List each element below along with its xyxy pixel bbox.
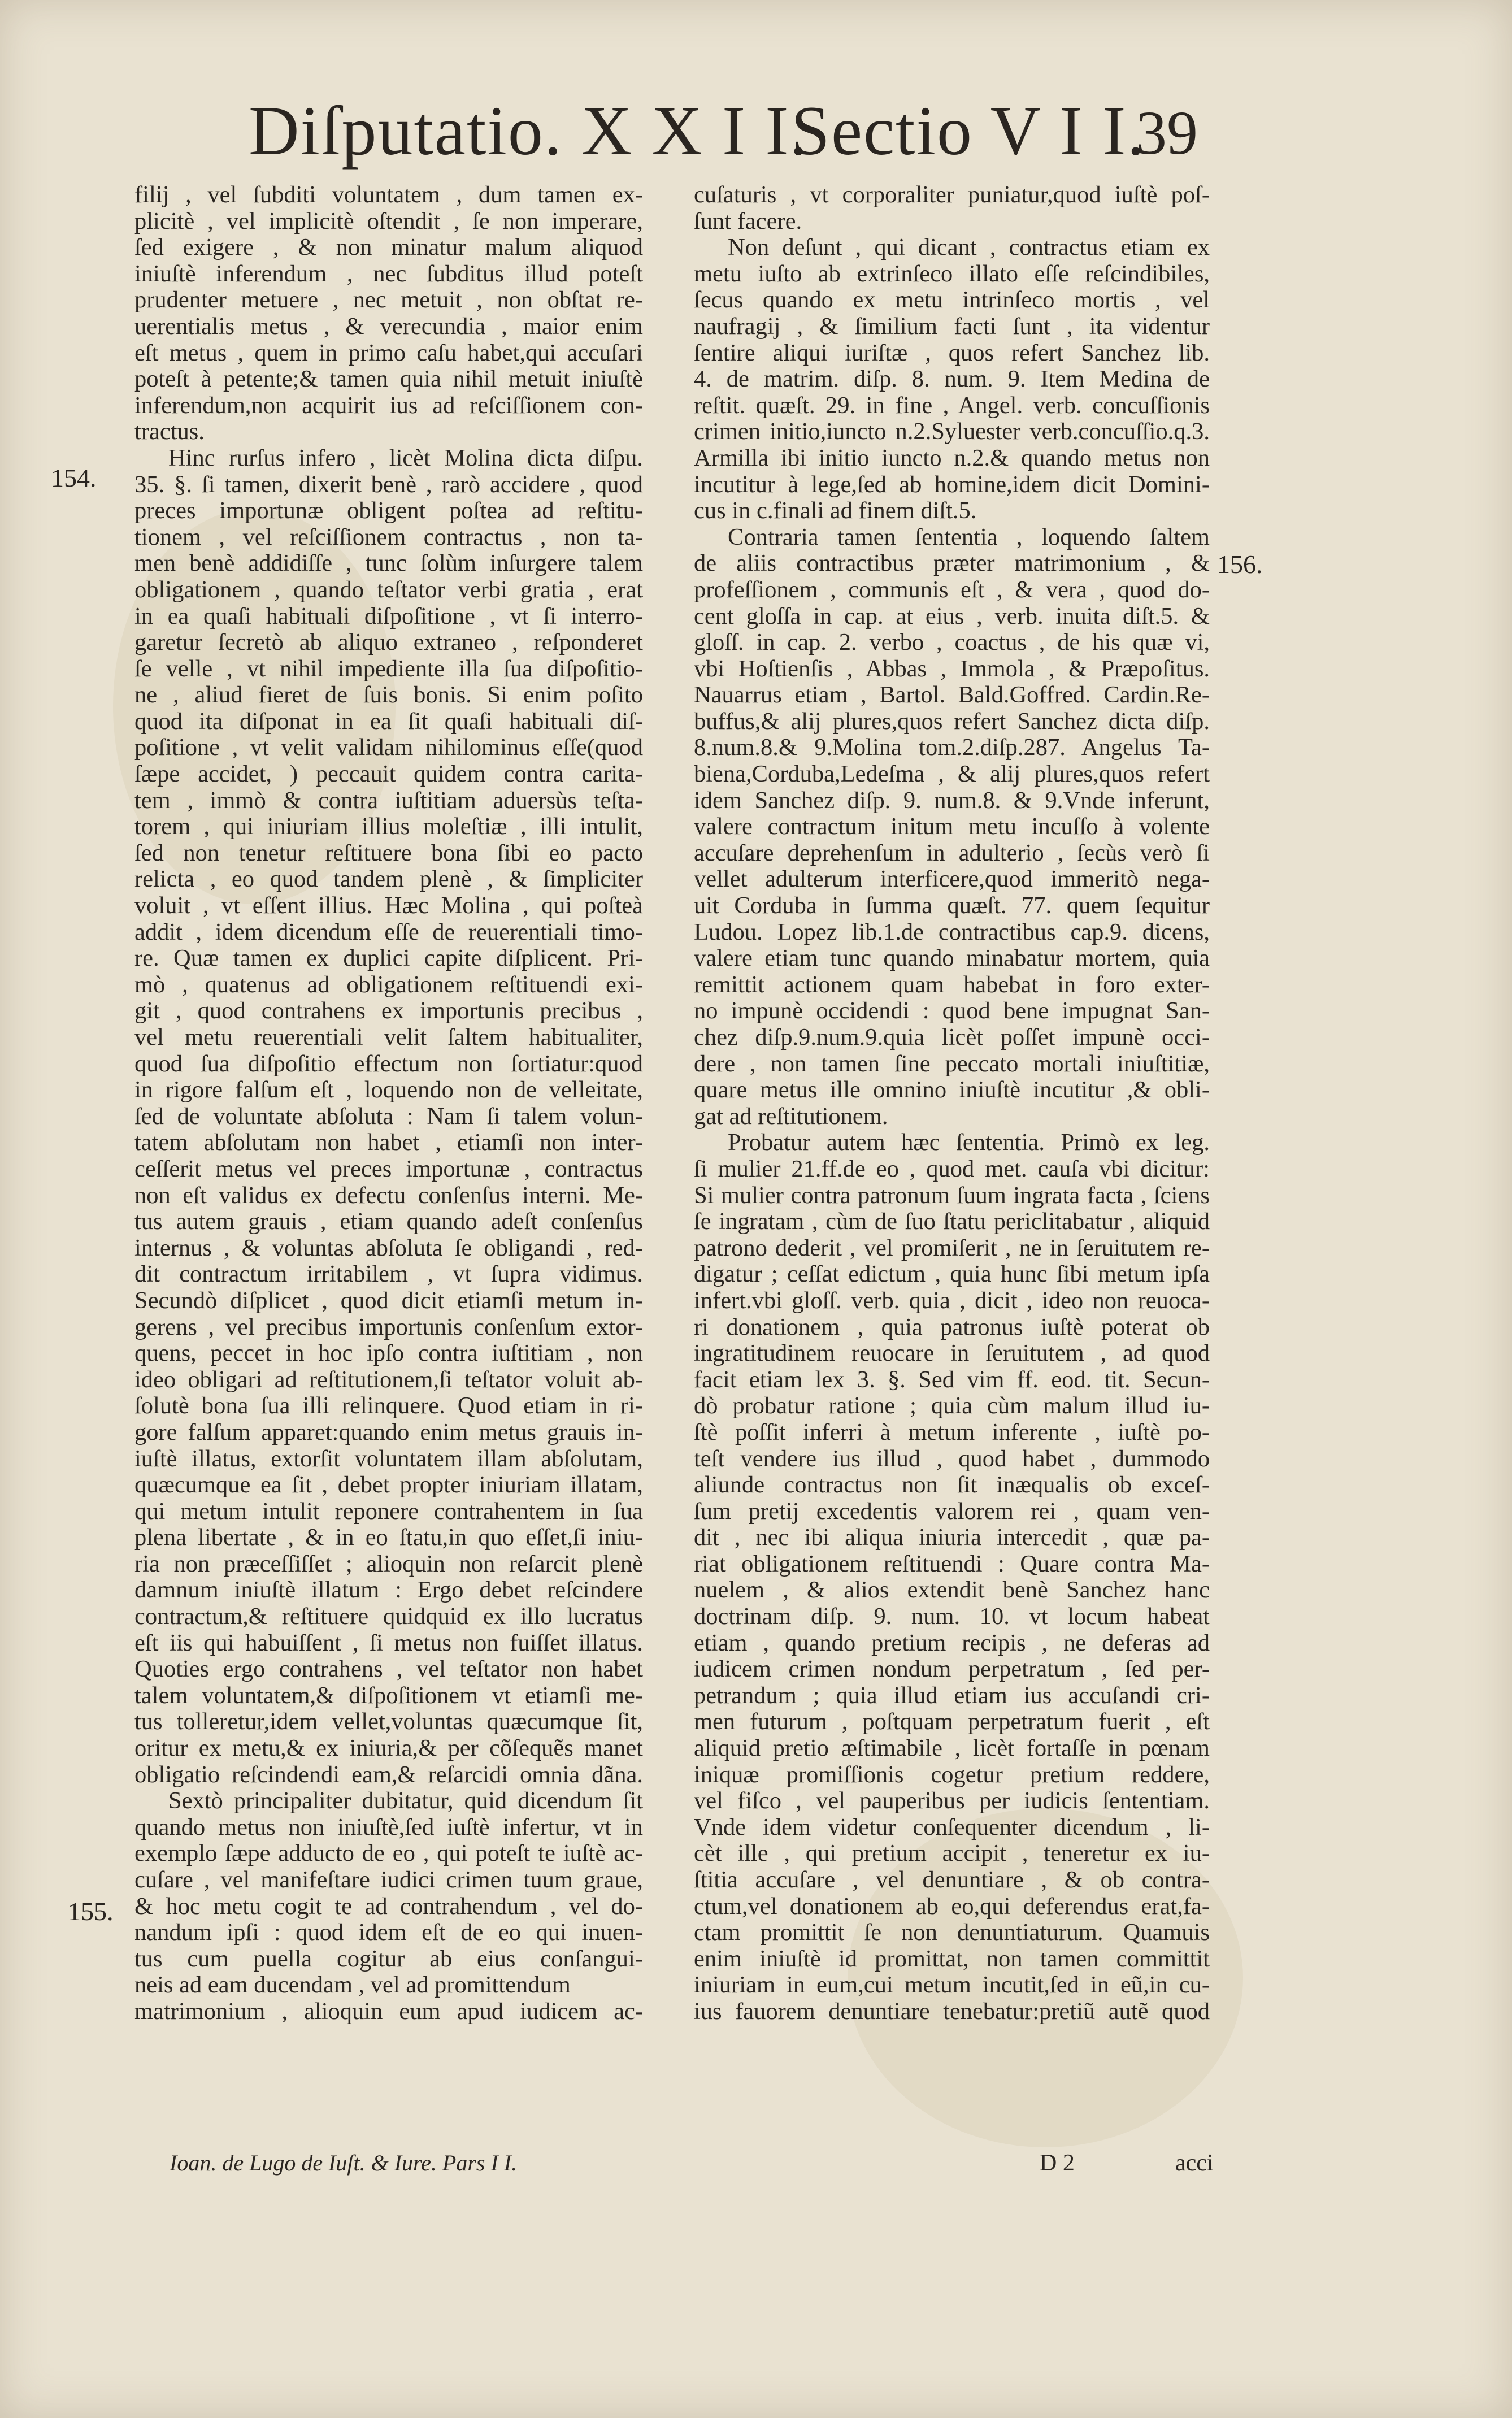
text-line: Contraria tamen ſententia , loquendo ſaltem — [728, 524, 1210, 550]
text-line: damnum iniuſtè illatum : Ergo debet reſcindere — [134, 1577, 643, 1604]
text-line: ctum,vel donationem ab eo,qui deferendus erat,fa- — [694, 1893, 1210, 1920]
text-line: gerens , vel precibus importunis conſenſum extor- — [134, 1314, 643, 1340]
text-line: ſentire aliqui iuriſtæ , quos refert Sanchez lib. — [694, 340, 1210, 366]
text-line: ſæpe accidet, ) peccauit quidem contra carita- — [134, 761, 643, 788]
text-line: matrimonium , alioquin eum apud iudicem ac- — [134, 1998, 643, 2025]
text-line: prudenter metuere , nec metuit , non obſtat re- — [134, 287, 643, 314]
text-line: accuſare deprehenſum in adulterio , ſecùs verò ſi — [694, 840, 1210, 866]
text-line: iniuriam in eum,cui metum incutit,ſed in eũ,in cu- — [694, 1972, 1210, 1999]
text-line: ſtitia accuſare , vel denuntiare , & ob contra- — [694, 1867, 1210, 1893]
text-line: plicitè , vel implicitè oſtendit , ſe non imperare, — [134, 208, 643, 235]
margin-number-154: 154. — [51, 463, 97, 492]
text-line: de aliis contractibus præter matrimonium , & — [694, 550, 1210, 577]
text-line: git , quod contrahens ex importunis precibus , — [134, 998, 643, 1024]
text-line: ctam promittit ſe non denuntiaturum. Quamuis — [694, 1920, 1210, 1946]
text-line: internus , & voluntas abſoluta ſe obligandi , red- — [134, 1235, 643, 1261]
text-line: quando metus non iniuſtè,ſed iuſtè infertur, vt in — [134, 1814, 643, 1840]
text-line: valere etiam tunc quando minabatur mortem, quia — [694, 945, 1210, 972]
text-line: garetur ſecretò ab aliquo extraneo , reſponderet — [134, 630, 643, 656]
text-line: in ea quaſi habituali diſpoſitione , vt ſi interro- — [134, 603, 643, 630]
text-line: plena libertate , & in eo ſtatu,in quo eſſet,ſi iniu- — [134, 1525, 643, 1551]
text-line: riat obligationem reſtituendi : Quare contra Ma- — [694, 1551, 1210, 1577]
text-line: metu iuſto ab extrinſeco illato eſſe reſcindibiles, — [694, 261, 1210, 287]
text-line: tus tolleretur,idem vellet,voluntas quæcumque ſit, — [134, 1709, 643, 1735]
text-line: Si mulier contra patronum ſuum ingrata facta , ſciens — [694, 1182, 1210, 1209]
text-line: tionem , vel reſciſſionem contractus , non ta- — [134, 524, 643, 550]
text-line: digatur ; ceſſat edictum , quia hunc ſibi metum ipſa — [694, 1261, 1210, 1288]
text-line: quare metus ille omnino iniuſtè incutitur ,& obli- — [694, 1077, 1210, 1104]
text-line: Ludou. Lopez lib.1.de contractibus cap.9. dicens, — [694, 919, 1210, 945]
text-line: Quoties ergo contrahens , vel teſtator non habet — [134, 1656, 643, 1683]
text-line: profeſſionem , communis eſt , & vera , quod do- — [694, 576, 1210, 603]
text-line: ſe ingratam , cùm de ſuo ſtatu periclitabatur , aliquid — [694, 1209, 1210, 1235]
text-line: incutitur à lege,ſed ab homine,idem dicit Domini- — [694, 471, 1210, 498]
text-line: cuſare , vel manifeſtare iudici crimen tuum graue, — [134, 1867, 643, 1893]
text-line: no impunè occidendi : quod bene impugnat San- — [694, 998, 1210, 1024]
text-line: relicta , eo quod tandem plenè , & ſimpliciter — [134, 866, 643, 893]
text-line: ne , aliud fieret de ſuis bonis. Si enim poſito — [134, 682, 643, 709]
text-line: eſt metus , quem in primo caſu habet,qui accuſari — [134, 340, 643, 366]
text-line: Nauarrus etiam , Bartol. Bald.Goffred. Cardin.Re- — [694, 682, 1210, 709]
text-line: facit etiam lex 3. §. Sed vim ff. eod. tit. Secun- — [694, 1366, 1210, 1393]
text-line: Armilla ibi initio iuncto n.2.& quando metus non — [694, 445, 1210, 471]
page-number: 39 — [1136, 98, 1198, 167]
text-line: addit , idem dicendum eſſe de reuerentiali timo- — [134, 919, 643, 945]
text-line: quæcumque ea ſit , debet propter iniuriam illatam, — [134, 1472, 643, 1499]
text-line: infert.vbi gloſſ. verb. quia , dicit , ideo non reuoca- — [694, 1287, 1210, 1314]
text-line: iudicem crimen nondum perpetratum , ſed per- — [694, 1656, 1210, 1683]
text-line: ſi mulier 21.ff.de eo , quod met. cauſa vbi dicitur: — [694, 1156, 1210, 1182]
text-line: crimen initio,iuncto n.2.Syluester verb.concuſſio.q.3. — [694, 419, 1210, 445]
text-line: eſt iis qui habuiſſent , ſi metus non fuiſſet illatus. — [134, 1630, 643, 1656]
text-line: remittit actionem quam habebat in foro exter- — [694, 971, 1210, 998]
text-line: tus autem grauis , etiam quando adeſt conſenſus — [134, 1209, 643, 1235]
text-line: 8.num.8.& 9.Molina tom.2.diſp.287. Angelus Ta- — [694, 735, 1210, 761]
text-line: gat ad reſtitutionem. — [694, 1103, 888, 1130]
text-line: ius fauorem denuntiare tenebatur:pretiũ autẽ quod — [694, 1998, 1210, 2025]
text-line: mò , quatenus ad obligationem reſtituendi exi- — [134, 971, 643, 998]
right-text-column — [694, 182, 1210, 2025]
text-line: tatem abſolutam non habet , etiamſi non inter- — [134, 1130, 643, 1156]
text-line: obligatio reſcindendi eam,& reſarcidi omnia dãna. — [134, 1761, 643, 1788]
text-line: enim iniuſtè id promittat, non tamen committit — [694, 1946, 1210, 1972]
text-line: ſolutè bona ſua illi relinquere. Quod etiam in ri- — [134, 1393, 643, 1419]
text-line: 35. §. ſi tamen, dixerit benè , rarò accidere , quod — [134, 471, 643, 498]
header-sectio: Sectio V I I. — [791, 92, 1146, 170]
text-line: ſunt facere. — [694, 208, 802, 235]
text-line: tus cum puella cogitur ab eius conſangui- — [134, 1946, 643, 1972]
running-header — [249, 92, 1243, 192]
text-line: ſtè poſſit inferri à metum inferente , iuſtè po- — [694, 1419, 1210, 1445]
text-line: vellet adulterum interficere,quod immeritò nega- — [694, 866, 1210, 893]
text-line: ſecus quando ex metu intrinſeco mortis , vel — [694, 287, 1210, 314]
text-line: dit , nec ibi aliqua iniuria intercedit , quæ pa- — [694, 1525, 1210, 1551]
text-line: men futurum , poſtquam perpetratum fuerit , eſt — [694, 1709, 1210, 1735]
text-line: nandum ipſi : quod idem eſt de eo qui inuen- — [134, 1920, 643, 1946]
text-line: Hinc rurſus infero , licèt Molina dicta diſpu. — [168, 445, 643, 471]
margin-number-156: 156. — [1217, 550, 1263, 579]
text-line: ria non præceſſiſſet ; alioquin non reſarcit plenè — [134, 1551, 643, 1577]
text-line: valere contractum initum metu incuſſo à volente — [694, 814, 1210, 840]
text-line: vbi Hoſtienſis , Abbas , Immola , & Præpoſitus. — [694, 655, 1210, 682]
text-line: exemplo ſæpe adducto de eo , qui poteſt te iuſtè ac- — [134, 1840, 643, 1867]
text-line: teſt vendere ius illud , quod habet , dummodo — [694, 1445, 1210, 1472]
text-line: oritur ex metu,& ex iniuria,& per cõſequẽs manet — [134, 1735, 643, 1762]
text-line: dit contractum irritabilem , vt ſupra vidimus. — [134, 1261, 643, 1288]
text-line: dò probatur ratione ; quia cùm malum illud iu- — [694, 1393, 1210, 1419]
text-line: gore falſum apparet:quando enim metus grauis in- — [134, 1419, 643, 1445]
text-line: non eſt validus ex defectu conſenſus interni. Me- — [134, 1182, 643, 1209]
text-line: cuſaturis , vt corporaliter puniatur,quod iuſtè poſ- — [694, 182, 1210, 208]
text-line: Probatur autem hæc ſententia. Primò ex leg. — [728, 1130, 1210, 1156]
text-line: ſum pretij excedentis valorem rei , quam ven- — [694, 1498, 1210, 1525]
text-line: iuſtè illatus, extorſit voluntatem illam abſolutam, — [134, 1445, 643, 1472]
text-line: 4. de matrim. diſp. 8. num. 9. Item Medina de — [694, 366, 1210, 393]
text-line: ſed non tenetur reſtituere bona ſibi eo pacto — [134, 840, 643, 866]
text-line: naufragij , & ſimilium facti ſunt , ita videntur — [694, 313, 1210, 340]
text-line: poſitione , vt velit validam nihilominus eſſe(quod — [134, 735, 643, 761]
text-line: ingratitudinem reuocare in ſeruitutem , ad quod — [694, 1340, 1210, 1367]
text-line: quod ita diſponat in ea ſit quaſi habituali diſ- — [134, 708, 643, 735]
header-disputatio: Diſputatio. X X I I. — [249, 92, 809, 170]
text-line: obligationem , quando teſtator verbi gratia , erat — [134, 576, 643, 603]
text-line: gloſſ. in cap. 2. verbo , coactus , de his quæ vi, — [694, 630, 1210, 656]
footer-author-title: Ioan. de Lugo de Iuſt. & Iure. Pars I I. — [170, 2150, 518, 2176]
text-line: iniquæ promiſſionis cogetur pretium reddere, — [694, 1761, 1210, 1788]
text-line: quens, peccet in hoc ipſo contra iuſtitiam , non — [134, 1340, 643, 1367]
text-line: men benè addidiſſe , tunc ſolùm inſurgere talem — [134, 550, 643, 577]
text-line: vel metu reuerentiali velit ſaltem habitualiter, — [134, 1024, 643, 1050]
text-line: ſed exigere , & non minatur malum aliquod — [134, 235, 643, 261]
left-text-column — [134, 182, 643, 2025]
text-line: qui metum intulit reponere contrahentem in ſua — [134, 1498, 643, 1525]
text-line: Secundò diſplicet , quod dicit etiamſi metum in- — [134, 1287, 643, 1314]
text-line: vel fiſco , vel pauperibus per iudicis ſententiam. — [694, 1788, 1210, 1814]
text-line: Vnde idem videtur conſequenter dicendum , li- — [694, 1814, 1210, 1840]
text-line: etiam , quando pretium recipis , ne deferas ad — [694, 1630, 1210, 1656]
text-line: petrandum ; quia illud etiam ius accuſandi cri- — [694, 1682, 1210, 1709]
text-line: talem voluntatem,& diſpoſitionem vt etiamſi me- — [134, 1682, 643, 1709]
text-line: tractus. — [134, 419, 205, 445]
text-line: nuelem , & alios extendit benè Sanchez hanc — [694, 1577, 1210, 1604]
text-line: ri donationem , quia patronus iuſtè poterat ob — [694, 1314, 1210, 1340]
text-line: & hoc metu cogit te ad contrahendum , vel do- — [134, 1893, 643, 1920]
text-line: doctrinam diſp. 9. num. 10. vt locum habeat — [694, 1604, 1210, 1630]
text-line: cent gloſſa in cap. at eius , verb. inuita diſt.5. & — [694, 603, 1210, 630]
text-line: chez diſp.9.num.9.quia licèt poſſet impunè occi- — [694, 1024, 1210, 1050]
text-line: neis ad eam ducendam , vel ad promittendum — [134, 1972, 571, 1999]
text-line: buffus,& alij plures,quos refert Sanchez dicta diſp. — [694, 708, 1210, 735]
text-line: filij , vel ſubditi voluntatem , dum tamen ex- — [134, 182, 643, 208]
text-line: torem , qui iniuriam illius moleſtiæ , illi intulit, — [134, 814, 643, 840]
text-line: uit Corduba in ſumma quæſt. 77. quem ſequitur — [694, 893, 1210, 919]
text-line: tem , immò & contra iuſtitiam aduersùs teſta- — [134, 787, 643, 814]
text-line: Sextò principaliter dubitatur, quid dicendum ſit — [168, 1788, 643, 1814]
text-line: in rigore falſum eſt , loquendo non de velleitate, — [134, 1077, 643, 1104]
text-line: re. Quæ tamen ex duplici capite diſplicent. Pri- — [134, 945, 643, 972]
text-line: dere , non tamen ſine peccato mortali iniuſtitiæ, — [694, 1050, 1210, 1077]
text-line: patrono dederit , vel promiſerit , ne in ſeruitutem re- — [694, 1235, 1210, 1261]
text-line: cus in c.finali ad finem diſt.5. — [694, 498, 977, 524]
text-line: ſed de voluntate abſoluta : Nam ſi talem volun- — [134, 1103, 643, 1130]
text-line: contractum,& reſtituere quidquid ex illo lucratus — [134, 1604, 643, 1630]
text-line: reſtit. quæſt. 29. in fine , Angel. verb. concuſſionis — [694, 392, 1210, 419]
text-line: uerentialis metus , & verecundia , maior enim — [134, 313, 643, 340]
text-line: quod ſua diſpoſitio effectum non ſortiatur:quod — [134, 1050, 643, 1077]
text-line: ſe velle , vt nihil impediente illa ſua diſpoſitio- — [134, 655, 643, 682]
text-line: aliquid pretio æſtimabile , licèt fortaſſe in pœnam — [694, 1735, 1210, 1762]
signature-mark: D 2 — [1040, 2150, 1075, 2176]
text-line: voluit , vt eſſent illius. Hæc Molina , qui poſteà — [134, 893, 643, 919]
text-line: cèt ille , qui pretium accipit , teneretur ex iu- — [694, 1840, 1210, 1867]
text-line: poteſt à petente;& tamen quia nihil metuit iniuſtè — [134, 366, 643, 393]
text-line: inferendum,non acquirit ius ad reſciſſionem con- — [134, 392, 643, 419]
text-line: idem Sanchez diſp. 9. num.8. & 9.Vnde inferunt, — [694, 787, 1210, 814]
text-line: preces importunæ obligent poſtea ad reſtitu- — [134, 498, 643, 524]
margin-number-155: 155. — [68, 1897, 114, 1926]
text-line: ceſſerit metus vel preces importunæ , contractus — [134, 1156, 643, 1182]
text-line: biena,Corduba,Ledeſma , & alij plures,quos refert — [694, 761, 1210, 788]
text-line: aliunde contractus non ſit inæqualis ob exceſ- — [694, 1472, 1210, 1499]
text-line: Non deſunt , qui dicant , contractus etiam ex — [728, 235, 1210, 261]
catchword: acci — [1175, 2150, 1214, 2176]
text-line: iniuſtè inferendum , nec ſubditus illud poteſt — [134, 261, 643, 287]
text-line: ideo obligari ad reſtitutionem,ſi teſtator voluit ab- — [134, 1366, 643, 1393]
